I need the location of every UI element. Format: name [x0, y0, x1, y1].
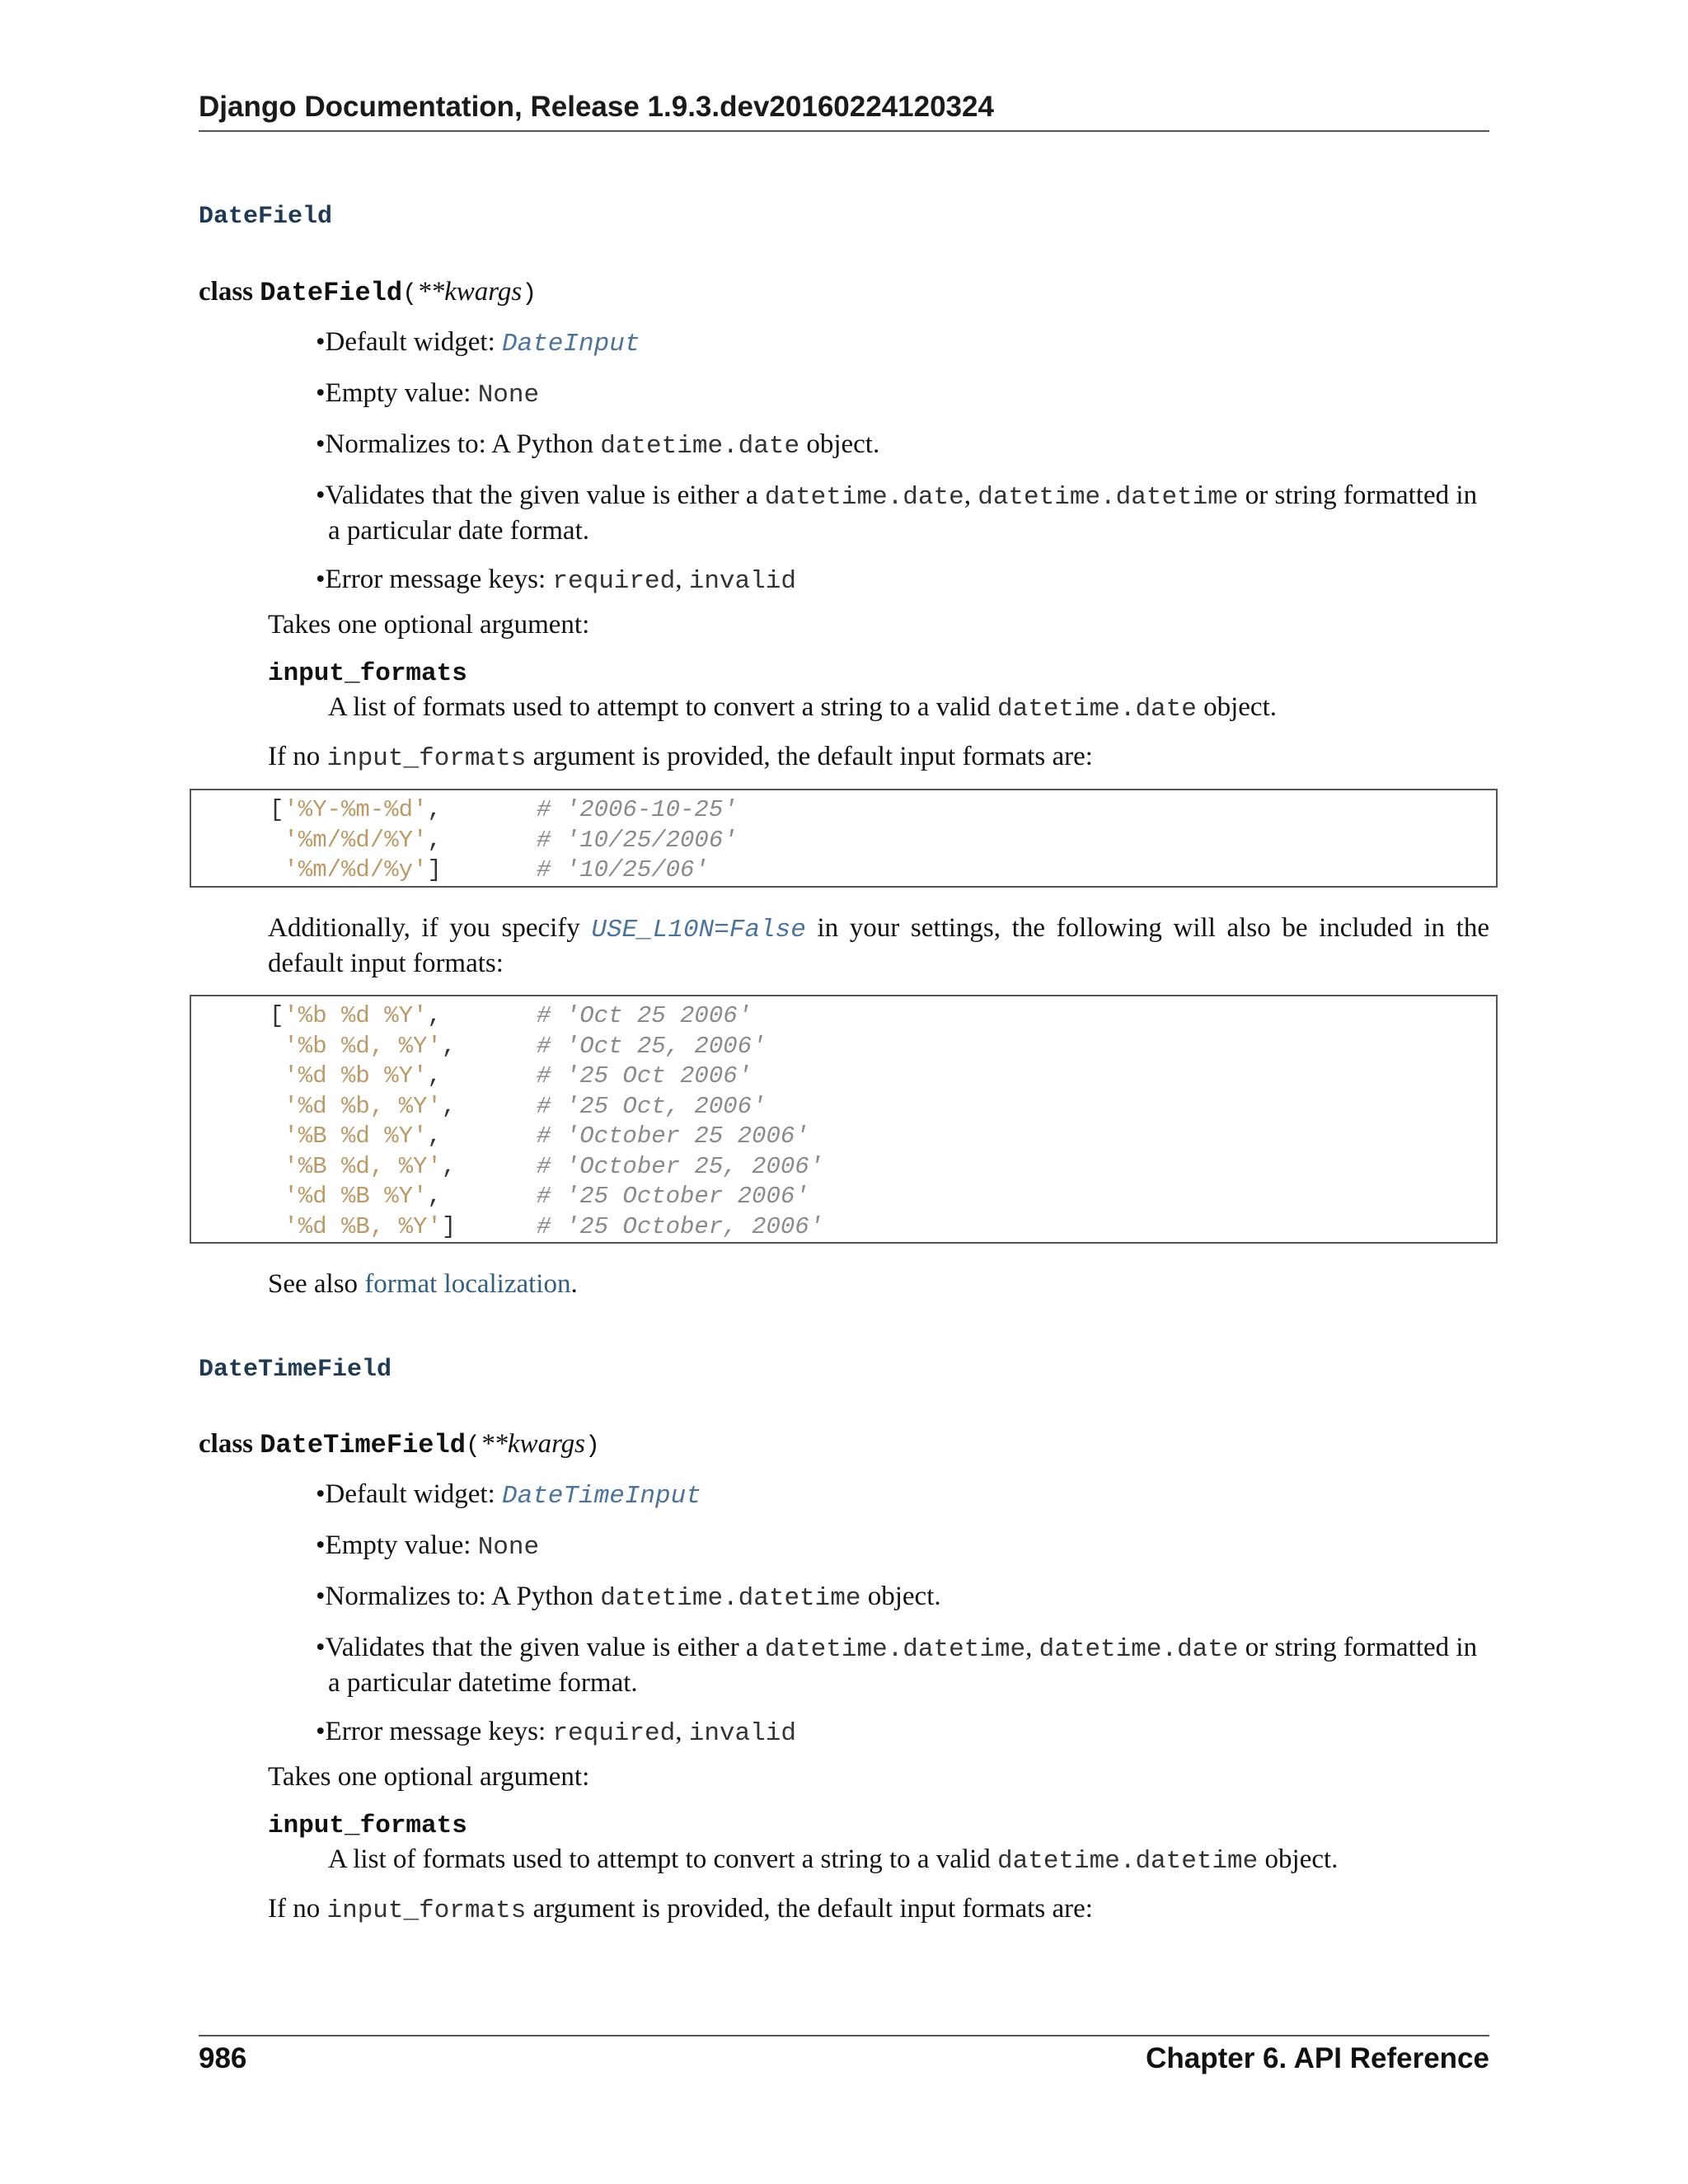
format-literal: '%d %B %Y' — [284, 1183, 428, 1210]
description-text: object. — [1258, 1844, 1339, 1874]
bullet-label: •Error message keys: — [316, 565, 553, 594]
class-name: DateField — [260, 278, 403, 308]
code-comment: # '25 Oct, 2006' — [537, 1092, 767, 1120]
code-punct: , — [441, 1032, 457, 1060]
format-literal: '%b %d %Y' — [284, 1002, 428, 1029]
punctuation: . — [570, 1269, 578, 1299]
code-line — [270, 1152, 1496, 1183]
intro-text: argument is provided, the default input formats are: — [526, 1894, 1093, 1924]
list-item — [316, 326, 1489, 361]
code-punct — [270, 1093, 284, 1120]
class-arg: **kwargs — [480, 1429, 586, 1459]
description-text: A list of formats used to attempt to convert a string to a valid — [328, 692, 998, 722]
code-comment: # '25 October, 2006' — [537, 1212, 824, 1240]
format-string — [270, 1001, 537, 1032]
intro-text: If no — [268, 742, 327, 771]
intro-text: argument is provided, the default input formats are: — [526, 742, 1093, 771]
class-arg: **kwargs — [417, 277, 523, 307]
section-title-datetimefield: DateTimeField — [199, 1356, 392, 1384]
datefield-properties-list — [316, 326, 1489, 614]
option-type: datetime.datetime — [997, 1847, 1259, 1876]
validates-type-2: datetime.date — [1039, 1635, 1239, 1664]
error-key-invalid: invalid — [688, 1719, 796, 1748]
list-item — [316, 1478, 1489, 1513]
code-punct — [270, 1062, 284, 1090]
list-item — [316, 428, 1489, 463]
open-paren: ( — [465, 1432, 481, 1460]
separator: , — [964, 480, 978, 510]
default-widget-link[interactable]: DateTimeInput — [502, 1482, 701, 1511]
takes-optional-text: Takes one optional argument: — [268, 1762, 590, 1792]
normalizes-type: datetime.datetime — [600, 1584, 861, 1613]
chapter-title: Chapter 6. API Reference — [1146, 2042, 1489, 2074]
datetimefield-properties-list — [316, 1478, 1489, 1766]
error-key-invalid: invalid — [688, 567, 796, 596]
code-punct: , — [427, 1002, 442, 1029]
code-line — [270, 855, 1496, 886]
code-punct — [270, 1183, 284, 1210]
format-string — [270, 855, 537, 886]
inline-code: input_formats — [326, 1896, 527, 1925]
list-item — [316, 1529, 1489, 1564]
bullet-label: •Normalizes to: A Python — [316, 1582, 601, 1611]
code-punct: [ — [270, 1002, 284, 1029]
option-description — [328, 1843, 1489, 1878]
validates-type-1: datetime.datetime — [764, 1635, 1026, 1664]
code-comment: # '25 Oct 2006' — [537, 1062, 753, 1090]
code-punct: , — [427, 796, 442, 823]
close-paren: ) — [585, 1432, 601, 1460]
format-string — [270, 1122, 537, 1152]
code-punct — [270, 1213, 284, 1240]
option-name: input_formats — [268, 1811, 467, 1840]
list-item — [316, 479, 1489, 547]
code-line — [270, 1092, 1496, 1122]
code-punct: ] — [441, 1212, 457, 1240]
error-key-required: required — [552, 567, 676, 596]
separator: , — [1025, 1633, 1039, 1662]
description-text: object. — [1196, 692, 1277, 722]
use-l10n-link[interactable]: USE_L10N=False — [591, 916, 806, 944]
see-also-text — [268, 1268, 1489, 1301]
format-literal: '%B %d, %Y' — [284, 1152, 442, 1180]
format-string — [270, 1212, 537, 1243]
code-line — [270, 1122, 1496, 1152]
code-comment: # '10/25/06' — [537, 856, 709, 883]
code-comment: # '2006-10-25' — [537, 796, 738, 823]
list-item — [316, 1631, 1489, 1699]
format-literal: '%B %d %Y' — [284, 1122, 428, 1150]
code-comment: # '25 October 2006' — [537, 1183, 809, 1210]
normalizes-type: datetime.date — [600, 432, 800, 461]
bullet-label: •Validates that the given value is either a — [316, 480, 765, 510]
code-block-extra-formats — [190, 995, 1498, 1244]
code-punct: , — [427, 1062, 442, 1090]
code-line — [270, 1182, 1496, 1212]
description-text: A list of formats used to attempt to convert a string to a valid — [328, 1844, 998, 1874]
code-punct — [270, 1033, 284, 1060]
bullet-label: •Empty value: — [316, 1530, 478, 1560]
format-literal: '%Y-%m-%d' — [284, 796, 428, 823]
code-line — [270, 795, 1496, 826]
list-item — [316, 1715, 1489, 1750]
code-comment: # 'Oct 25 2006' — [537, 1002, 753, 1029]
format-literal: '%d %b, %Y' — [284, 1092, 442, 1120]
format-literal: '%d %B, %Y' — [284, 1212, 442, 1240]
class-name: DateTimeField — [260, 1430, 466, 1460]
format-string — [270, 1182, 537, 1212]
code-comment: # 'October 25 2006' — [537, 1122, 809, 1150]
bullet-label: •Validates that the given value is either a — [316, 1633, 765, 1662]
open-paren: ( — [402, 280, 418, 308]
option-description — [328, 691, 1489, 726]
format-string — [270, 826, 537, 856]
paragraph-text: Additionally, if you specify — [268, 913, 592, 943]
code-line — [270, 826, 1496, 856]
code-line — [270, 1032, 1496, 1062]
code-punct: , — [441, 1152, 457, 1180]
format-string — [270, 795, 537, 826]
format-literal: '%m/%d/%y' — [284, 856, 428, 883]
code-punct — [270, 856, 284, 883]
empty-value: None — [477, 381, 540, 410]
list-item — [316, 1580, 1489, 1615]
bullet-label: •Default widget: — [316, 1479, 502, 1509]
intro-text: If no — [268, 1894, 327, 1924]
default-formats-intro — [268, 1892, 1489, 1928]
class-signature-datetimefield — [199, 1429, 600, 1460]
bullet-label: •Default widget: — [316, 327, 502, 357]
class-signature-datefield — [199, 277, 537, 308]
bullet-label: •Empty value: — [316, 378, 478, 408]
code-comment: # 'October 25, 2006' — [537, 1152, 824, 1180]
bullet-text: or string formatted in a particular datetime format. — [328, 1633, 1478, 1698]
empty-value: None — [477, 1533, 540, 1562]
running-header: Django Documentation, Release 1.9.3.dev20160224120324 — [199, 91, 994, 123]
format-string — [270, 1032, 537, 1062]
footer-rule — [199, 2035, 1489, 2036]
format-literal: '%d %b %Y' — [284, 1062, 428, 1090]
code-punct: , — [441, 1092, 457, 1120]
format-string — [270, 1062, 537, 1092]
code-punct — [270, 827, 284, 854]
default-widget-link[interactable]: DateInput — [502, 330, 640, 359]
bullet-label: •Normalizes to: A Python — [316, 429, 601, 459]
code-punct: , — [427, 1183, 442, 1210]
class-keyword: class — [199, 277, 253, 307]
inline-code: input_formats — [326, 744, 527, 773]
separator: , — [675, 565, 689, 594]
bullet-label: •Error message keys: — [316, 1717, 553, 1746]
format-string — [270, 1152, 537, 1183]
code-line — [270, 1062, 1496, 1092]
code-line — [270, 1001, 1496, 1032]
code-comment: # 'Oct 25, 2006' — [537, 1032, 767, 1060]
list-item — [316, 563, 1489, 598]
close-paren: ) — [522, 280, 537, 308]
format-localization-link[interactable]: format localization — [364, 1269, 571, 1299]
error-key-required: required — [552, 1719, 676, 1748]
paragraph-text: in your settings, the following will also be included in the default input formats: — [268, 913, 1489, 978]
code-punct — [270, 1153, 284, 1180]
validates-type-1: datetime.date — [764, 483, 964, 512]
separator: , — [675, 1717, 689, 1746]
list-item — [316, 377, 1489, 412]
default-formats-intro — [268, 740, 1489, 776]
code-block-default-formats — [190, 789, 1498, 888]
bullet-text: object. — [799, 429, 880, 459]
code-punct: , — [427, 826, 442, 854]
code-comment: # '10/25/2006' — [537, 826, 738, 854]
header-rule — [199, 130, 1489, 132]
code-punct: [ — [270, 796, 284, 823]
code-punct — [270, 1122, 284, 1150]
format-literal: '%m/%d/%Y' — [284, 826, 428, 854]
bullet-text: or string formatted in a particular date format. — [328, 480, 1478, 546]
page-number: 986 — [199, 2042, 247, 2074]
validates-type-2: datetime.datetime — [978, 483, 1239, 512]
code-punct: ] — [427, 856, 442, 883]
additionally-paragraph — [268, 912, 1489, 980]
code-punct: , — [427, 1122, 442, 1150]
class-keyword: class — [199, 1429, 253, 1459]
code-line — [270, 1212, 1496, 1243]
takes-optional-text: Takes one optional argument: — [268, 610, 590, 640]
format-string — [270, 1092, 537, 1122]
option-name: input_formats — [268, 659, 467, 688]
see-also-label: See also — [268, 1269, 365, 1299]
format-literal: '%b %d, %Y' — [284, 1032, 442, 1060]
option-type: datetime.date — [997, 695, 1197, 724]
bullet-text: object. — [860, 1582, 941, 1611]
section-title-datefield: DateField — [199, 203, 333, 231]
